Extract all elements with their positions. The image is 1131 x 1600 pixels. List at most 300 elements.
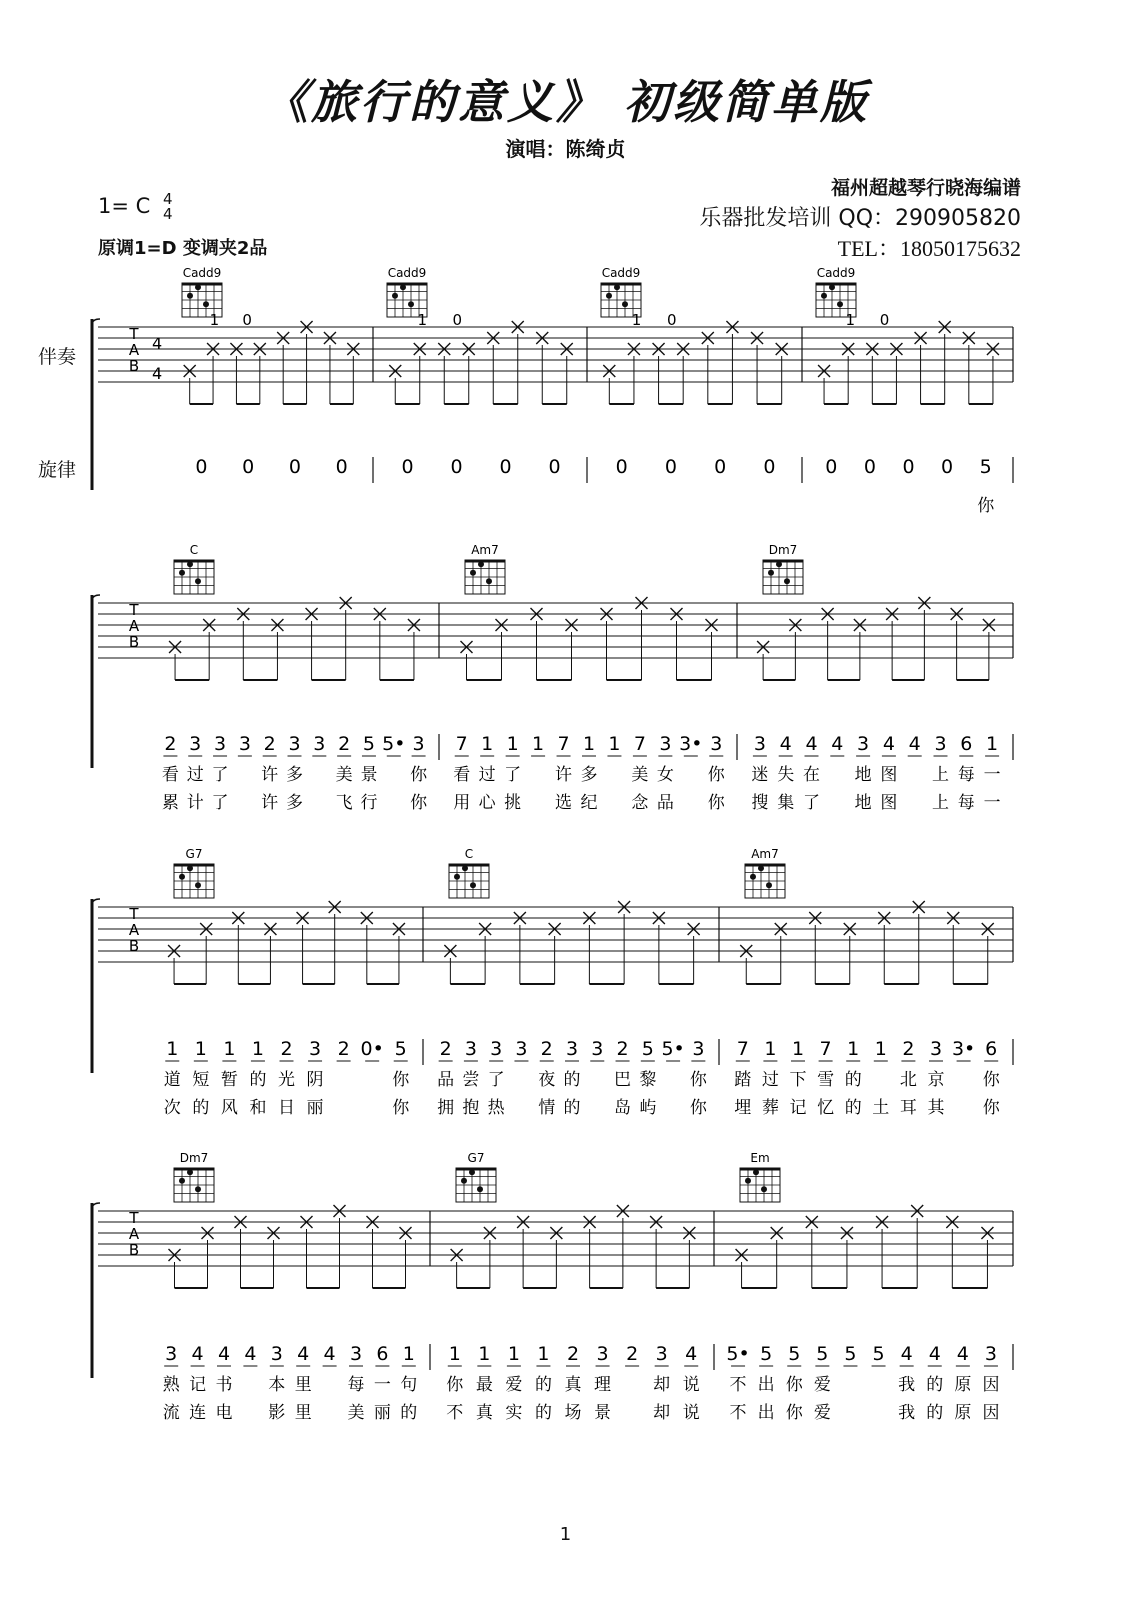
- tab-fret-number: 1: [631, 311, 642, 329]
- melody-note: 1: [194, 1038, 207, 1060]
- melody-note: 1: [582, 733, 596, 755]
- chord-name: Am7: [471, 543, 499, 557]
- melody-note: 1: [166, 1038, 179, 1060]
- lyric-line1: 巴: [614, 1070, 632, 1090]
- lyric-line1: 说: [682, 1375, 700, 1395]
- melody-note: 6: [376, 1343, 389, 1365]
- lyric-line2: 里: [294, 1403, 312, 1423]
- lyric-line2: 影: [268, 1403, 286, 1423]
- lyric-line2: 的: [534, 1403, 552, 1423]
- melody-note: 1: [532, 733, 545, 755]
- lyric-line1: 里: [294, 1375, 312, 1395]
- lyric-line1: 品: [437, 1070, 455, 1090]
- chord-dot: [758, 865, 764, 871]
- lyric-line1: 道: [163, 1070, 181, 1090]
- melody-note: 3: [929, 1038, 943, 1060]
- lyric-line1: 句: [400, 1375, 418, 1395]
- melody-note: 1: [448, 1343, 461, 1365]
- melody-note: 4: [297, 1343, 310, 1365]
- chord-dot: [187, 561, 193, 567]
- lyric-line2: 集: [777, 793, 795, 813]
- melody-note: 3: [165, 1343, 178, 1365]
- melody-note: 6: [985, 1038, 998, 1060]
- lyric-line2: 热: [487, 1098, 505, 1118]
- lyric-line1: 上: [932, 765, 949, 785]
- lyric-line1: 一: [983, 765, 1001, 785]
- tab-letter: B: [128, 633, 140, 651]
- chord-name: G7: [185, 847, 203, 861]
- chord-name: Cadd9: [601, 266, 641, 280]
- lyric-line1: 你: [785, 1375, 803, 1395]
- tab-letter: A: [128, 341, 140, 359]
- melody-note: 3: [753, 733, 766, 755]
- melody-note: 3: [349, 1343, 363, 1365]
- lyric-line1: 下: [789, 1070, 807, 1090]
- lyric-line2: 地: [854, 793, 872, 813]
- chord-dot: [195, 284, 201, 290]
- time-top: 4: [162, 190, 173, 208]
- lyric-line1: 暂: [220, 1070, 238, 1090]
- lyric-line2: 电: [215, 1403, 233, 1423]
- melody-note: 1: [507, 1343, 520, 1365]
- melody-note: 2: [439, 1038, 452, 1060]
- tab-time-bottom: 4: [152, 364, 163, 383]
- tab-letter: B: [128, 357, 140, 375]
- chord-name: Cadd9: [816, 266, 856, 280]
- tab-letter: A: [128, 921, 140, 939]
- melody-note: 5•: [726, 1343, 750, 1365]
- melody-note: 3: [984, 1343, 997, 1365]
- melody-note: 2: [280, 1038, 293, 1060]
- lyric-line1: 图: [880, 765, 898, 785]
- page-number: 1: [559, 1524, 572, 1545]
- melody-note: 2: [164, 733, 177, 755]
- chord-dot: [470, 882, 476, 888]
- lyric-line1: 一: [373, 1375, 391, 1395]
- lyric-line1: 过: [186, 765, 204, 785]
- melody-note: 0: [335, 456, 348, 478]
- lyric-line1: 短: [192, 1070, 210, 1090]
- lyric-line2: 其: [927, 1098, 945, 1118]
- chord-dot: [821, 293, 827, 299]
- lyric-line2: 你: [392, 1098, 410, 1118]
- lyric-line1: 多: [580, 765, 598, 785]
- lyric-line2: 耳: [899, 1098, 917, 1118]
- melody-note: 5: [872, 1343, 885, 1365]
- melody-note: 0: [763, 456, 776, 478]
- tab-letter: T: [129, 905, 139, 923]
- lyric-line1: 的: [534, 1375, 552, 1395]
- tab-letter: B: [128, 1241, 140, 1259]
- time-bottom: 4: [162, 205, 173, 223]
- melody-note: 3: [213, 733, 227, 755]
- lyric-line2: 景: [594, 1403, 612, 1423]
- chord-dot: [187, 1169, 193, 1175]
- lyric-line1: 的: [249, 1070, 267, 1090]
- melody-note: 0: [195, 456, 208, 478]
- melody-note: 5: [844, 1343, 857, 1365]
- lyric-line2: 拥: [437, 1098, 455, 1118]
- melody-note: 7: [557, 733, 570, 755]
- melody-note: 4: [779, 733, 792, 755]
- chord-dot: [478, 561, 484, 567]
- lyric-line2: 抱: [462, 1098, 480, 1118]
- melody-note: 4: [685, 1343, 698, 1365]
- key-text: 1= C: [98, 194, 151, 218]
- melody-note: 4: [908, 733, 921, 755]
- lyric-line1: 了: [487, 1070, 505, 1090]
- lyric-line1: 出: [757, 1375, 775, 1395]
- tab-fret-number: 0: [879, 311, 890, 329]
- lyric-line2: 爱: [813, 1403, 831, 1423]
- chord-name: G7: [467, 1151, 485, 1165]
- lyric-line1: 夜: [538, 1070, 556, 1090]
- lyric-line2: 你: [982, 1098, 1000, 1118]
- lyric-line1: 记: [189, 1375, 207, 1395]
- lyric-line1: 看: [453, 765, 471, 785]
- lyric-line2: 实: [505, 1403, 523, 1423]
- lyric-line2: 不: [729, 1403, 747, 1423]
- lyric-line1: 了: [504, 765, 522, 785]
- melody-note: 5: [641, 1038, 654, 1060]
- melody-note: 7: [455, 733, 468, 755]
- lyric-line1: 爱: [813, 1375, 831, 1395]
- lyric-line2: 挑: [504, 793, 522, 813]
- melody-note: 0: [450, 456, 463, 478]
- lyric-line2: 心: [478, 793, 496, 813]
- tab-letter: A: [128, 617, 140, 635]
- melody-note: 3: [313, 733, 326, 755]
- tab-fret-number: 0: [452, 311, 463, 329]
- lyric-line2: 屿: [639, 1098, 657, 1118]
- lyric-line1: 你: [392, 1070, 410, 1090]
- lyric-line2: 美: [347, 1403, 365, 1423]
- lyric-line1: 的: [844, 1070, 862, 1090]
- lyric-line2: 飞: [335, 793, 353, 813]
- melody-note: 5: [979, 456, 992, 478]
- melody-note: 2: [338, 733, 351, 755]
- melody-note: 3: [288, 733, 301, 755]
- lyric-line2: 的: [192, 1098, 210, 1118]
- melody-note: 2: [566, 1343, 580, 1365]
- melody-note: 4: [217, 1343, 231, 1365]
- qq-contact: 乐器批发培训 QQ：290905820: [699, 206, 1021, 231]
- arranger-credit: 福州超越琴行晓海编谱: [830, 177, 1021, 199]
- lyric-line2: 不: [446, 1403, 464, 1423]
- lyric-line1: 你: [977, 496, 995, 516]
- lyric-line1: 在: [803, 765, 820, 785]
- lyric-line2: 土: [872, 1098, 890, 1118]
- lyric-line1: 北: [899, 1070, 917, 1090]
- lyric-line2: 真: [475, 1403, 493, 1423]
- capo-note: 原调1=D 变调夹2品: [98, 238, 268, 259]
- lyric-line2: 每: [957, 793, 975, 813]
- melody-note: 3: [490, 1038, 503, 1060]
- chord-dot: [195, 1186, 201, 1192]
- lyric-line1: 黎: [639, 1070, 657, 1090]
- lyric-line1: 许: [261, 765, 279, 785]
- chord-name: Dm7: [179, 1151, 209, 1165]
- melody-note: 3: [515, 1038, 528, 1060]
- lyric-line1: 你: [982, 1070, 1000, 1090]
- chord-name: C: [464, 847, 474, 861]
- melody-note: 2: [626, 1343, 639, 1365]
- melody-note: 3: [270, 1343, 283, 1365]
- chord-dot: [486, 578, 492, 584]
- lyric-line2: 上: [932, 793, 949, 813]
- lyric-line2: 流: [162, 1403, 180, 1423]
- chord-dot: [776, 561, 782, 567]
- chord-dot: [195, 882, 201, 888]
- chord-dot: [766, 882, 772, 888]
- lyric-line2: 丽: [306, 1098, 324, 1118]
- melody-note: 5: [788, 1343, 801, 1365]
- lyric-line1: 景: [360, 765, 378, 785]
- lyric-line1: 熟: [162, 1375, 180, 1395]
- lyric-line1: 爱: [505, 1375, 523, 1395]
- melody-note: 0: [499, 456, 512, 478]
- chord-dot: [622, 301, 628, 307]
- melody-note: 2: [263, 733, 276, 755]
- chord-dot: [477, 1186, 483, 1192]
- chord-dot: [400, 284, 406, 290]
- melody-note: 0: [941, 456, 954, 478]
- lyric-line2: 埋: [734, 1098, 752, 1118]
- melody-note: 3: [238, 733, 251, 755]
- chord-dot: [187, 865, 193, 871]
- lyric-line2: 选: [555, 793, 573, 813]
- lyric-line1: 美: [631, 765, 649, 785]
- lyric-line2: 的: [844, 1098, 862, 1118]
- lyric-line2: 却: [653, 1403, 671, 1423]
- lyric-line2: 计: [186, 793, 204, 813]
- melody-note: 1: [847, 1038, 860, 1060]
- melody-note: 3: [309, 1038, 322, 1060]
- melody-note: 0•: [360, 1038, 384, 1060]
- song-title: 《旅行的意义》 初级简单版: [261, 75, 869, 129]
- melody-note: 0: [401, 456, 414, 478]
- melody-note: 1: [537, 1343, 550, 1365]
- melody-note: 6: [960, 733, 973, 755]
- tab-fret-number: 0: [667, 311, 677, 329]
- chord-dot: [606, 293, 612, 299]
- chord-dot: [179, 874, 185, 880]
- melody-note: 3: [565, 1038, 579, 1060]
- chord-dot: [745, 1178, 751, 1184]
- lyric-line1: 书: [215, 1375, 233, 1395]
- melody-note: 3: [692, 1038, 705, 1060]
- track-label-melody: 旋律: [38, 459, 77, 481]
- chord-dot: [837, 301, 843, 307]
- lyric-line2: 记: [789, 1098, 807, 1118]
- lyric-line1: 我: [898, 1375, 916, 1395]
- melody-note: 0: [288, 456, 301, 478]
- melody-note: 3: [659, 733, 672, 755]
- lyric-line1: 每: [347, 1375, 365, 1395]
- chord-name: Cadd9: [387, 266, 427, 280]
- melody-note: 7: [633, 733, 646, 755]
- melody-note: 1: [986, 733, 999, 755]
- lyric-line1: 雪: [817, 1070, 835, 1090]
- lyric-line2: 你: [785, 1403, 803, 1423]
- lyric-line1: 美: [335, 765, 353, 785]
- lyric-line1: 女: [656, 765, 674, 785]
- lyric-line1: 因: [982, 1375, 1000, 1395]
- lyric-line1: 失: [777, 765, 795, 785]
- lyric-line2: 次: [163, 1098, 181, 1118]
- lyric-line1: 过: [478, 765, 496, 785]
- lyric-line2: 说: [682, 1403, 700, 1423]
- lyric-line1: 多: [286, 765, 303, 785]
- melody-note: 1: [402, 1343, 415, 1365]
- lyric-line1: 阴: [306, 1070, 324, 1090]
- melody-note: 4: [956, 1343, 969, 1365]
- chord-dot: [768, 570, 774, 576]
- melody-note: 4: [928, 1343, 941, 1365]
- lyric-line2: 连: [189, 1403, 207, 1423]
- tab-fret-number: 1: [209, 311, 220, 329]
- melody-note: 0: [825, 456, 838, 478]
- melody-note: 3: [857, 733, 870, 755]
- chord-dot: [187, 293, 193, 299]
- lyric-line2: 图: [880, 793, 898, 813]
- melody-note: 1: [223, 1038, 236, 1060]
- melody-note: 5: [394, 1038, 407, 1060]
- melody-note: 1: [791, 1038, 805, 1060]
- chord-dot: [408, 301, 414, 307]
- melody-note: 3: [591, 1038, 604, 1060]
- chord-dot: [179, 1178, 185, 1184]
- melody-note: 1: [481, 733, 494, 755]
- melody-note: 0: [863, 456, 876, 478]
- chord-dot: [195, 578, 201, 584]
- chord-name: C: [189, 543, 199, 557]
- lyric-line1: 本: [268, 1375, 286, 1395]
- melody-note: 4: [805, 733, 818, 755]
- melody-note: 4: [882, 733, 895, 755]
- melody-note: 5•: [661, 1038, 685, 1060]
- melody-note: 1: [478, 1343, 491, 1365]
- tab-time-top: 4: [152, 334, 163, 353]
- lyric-line1: 许: [555, 765, 573, 785]
- melody-note: 1: [251, 1038, 264, 1060]
- lyric-line2: 风: [220, 1098, 238, 1118]
- melody-note: 5•: [382, 733, 406, 755]
- melody-note: 4: [323, 1343, 336, 1365]
- melody-note: 1: [874, 1038, 887, 1060]
- melody-note: 3: [934, 733, 947, 755]
- melody-note: 4: [900, 1343, 913, 1365]
- chord-name: Dm7: [768, 543, 798, 557]
- lyric-line2: 行: [360, 793, 378, 813]
- lyric-line1: 尝: [462, 1070, 480, 1090]
- lyric-line2: 用: [453, 793, 471, 813]
- melody-note: 5: [816, 1343, 829, 1365]
- melody-note: 1: [506, 733, 519, 755]
- melody-note: 2: [902, 1038, 915, 1060]
- lyric-line2: 了: [803, 793, 820, 813]
- melody-note: 3•: [951, 1038, 976, 1060]
- tab-letter: A: [128, 1225, 140, 1243]
- lyric-line1: 每: [957, 765, 975, 785]
- lyric-line2: 情: [538, 1098, 556, 1118]
- tab-letter: T: [129, 601, 139, 619]
- lyric-line2: 忆: [817, 1098, 835, 1118]
- lyric-line1: 京: [927, 1070, 945, 1090]
- melody-note: 3: [655, 1343, 668, 1365]
- lyric-line1: 你: [410, 765, 428, 785]
- tab-fret-number: 0: [242, 311, 252, 329]
- chord-dot: [829, 284, 835, 290]
- lyric-line1: 最: [475, 1375, 493, 1395]
- melody-note: 2: [337, 1038, 350, 1060]
- tel-contact: TEL：18050175632: [837, 236, 1021, 261]
- singer-credit: 演唱：陈绮贞: [505, 137, 626, 161]
- melody-note: 0: [615, 456, 628, 478]
- chord-dot: [461, 1178, 467, 1184]
- melody-note: 1: [764, 1038, 777, 1060]
- chord-name: Em: [750, 1151, 770, 1165]
- chord-dot: [203, 301, 209, 307]
- lyric-line2: 品: [656, 793, 674, 813]
- chord-dot: [614, 284, 620, 290]
- lyric-line2: 场: [564, 1403, 582, 1423]
- lyric-line2: 因: [982, 1403, 1000, 1423]
- melody-note: 3: [596, 1343, 609, 1365]
- melody-note: 2: [540, 1038, 553, 1060]
- lyric-line1: 不: [729, 1375, 747, 1395]
- lyric-line2: 搜: [751, 793, 769, 813]
- tab-fret-number: 1: [845, 311, 856, 329]
- melody-note: 3: [464, 1038, 477, 1060]
- melody-note: 4: [191, 1343, 204, 1365]
- chord-dot: [750, 874, 756, 880]
- lyric-line2: 我: [898, 1403, 916, 1423]
- tab-letter: B: [128, 937, 140, 955]
- track-label-accompaniment: 伴奏: [38, 346, 77, 368]
- lyric-line2: 的: [926, 1403, 944, 1423]
- lyric-line2: 丽: [373, 1403, 391, 1423]
- melody-note: 5: [760, 1343, 773, 1365]
- lyric-line1: 过: [761, 1070, 779, 1090]
- lyric-line2: 的: [563, 1098, 581, 1118]
- lyric-line1: 你: [707, 765, 725, 785]
- melody-note: 2: [616, 1038, 629, 1060]
- melody-note: 5: [362, 733, 376, 755]
- lyric-line2: 多: [286, 793, 303, 813]
- chord-dot: [470, 570, 476, 576]
- lyric-line1: 却: [653, 1375, 671, 1395]
- lyric-line2: 累: [161, 793, 179, 813]
- chord-dot: [753, 1169, 759, 1175]
- lyric-line2: 原: [954, 1403, 972, 1423]
- chord-name: Am7: [751, 847, 779, 861]
- melody-note: 0: [902, 456, 915, 478]
- melody-note: 0: [242, 456, 255, 478]
- melody-note: 7: [819, 1038, 832, 1060]
- chord-dot: [761, 1186, 767, 1192]
- melody-note: 3: [710, 733, 723, 755]
- lyric-line2: 出: [757, 1403, 775, 1423]
- lyric-line1: 理: [594, 1375, 612, 1395]
- lyric-line1: 你: [689, 1070, 707, 1090]
- chord-name: Cadd9: [182, 266, 222, 280]
- lyric-line2: 和: [249, 1098, 267, 1118]
- lyric-line1: 你: [446, 1375, 464, 1395]
- lyric-line2: 一: [983, 793, 1001, 813]
- lyric-line1: 踏: [734, 1070, 752, 1090]
- lyric-line1: 迷: [751, 765, 769, 785]
